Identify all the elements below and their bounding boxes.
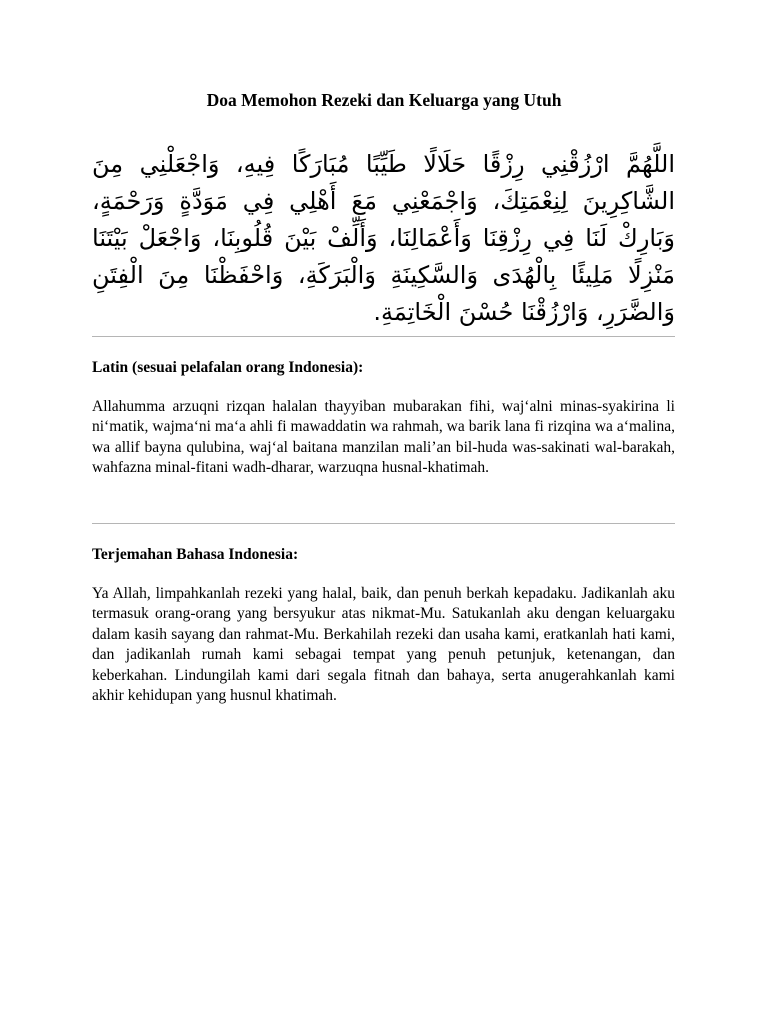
arabic-prayer-text: اللَّهُمَّ ارْزُقْنِي رِزْقًا حَلَالًا طَيِّبًا مُبَارَكًا فِيهِ، وَاجْعَلْنِي مِنَ الشَّاكِرِينَ لِنِعْمَتِكَ، وَاجْمَعْنِي مَعَ أَهْلِي فِي مَوَدَّةٍ وَرَحْمَةٍ، وَبَارِكْ لَنَا فِي رِزْقِنَا وَأَعْمَالِنَا، وَأَلِّفْ بَيْنَ قُلُوبِنَا، وَاجْعَلْ بَيْتَنَا مَنْزِلًا مَلِيئًا بِالْهُدَى وَالسَّكِينَةِ وَالْبَرَكَةِ، وَاحْفَظْنَا مِنَ الْفِتَنِ وَالضَّرَرِ، وَارْزُقْنَا حُسْنَ الْخَاتِمَةِ. — [92, 150, 675, 326]
indonesian-translation: Ya Allah, limpahkanlah rezeki yang halal, baik, dan penuh berkah kepadaku. Jadikanlah aku termasuk orang-orang yang bersyukur atas nikmat-Mu. Satukanlah aku dengan keluargaku dalam kasih sayang dan rahmat-Mu. Berkahilah rezeki dan usaha kami, eratkanlah hati kami, dan jadikanlah rumah kami sebagai tempat yang penuh petunjuk, ketenangan, dan keberkahan. Lindungilah kami dari segala fitnah dan bahaya, serta anugerahkanlah kami akhir kehidupan yang husnul khatimah. — [92, 585, 675, 705]
document-title: Doa Memohon Rezeki dan Keluarga yang Utuh — [206, 90, 562, 110]
section-divider — [92, 523, 675, 524]
section-divider — [92, 336, 675, 337]
latin-transliteration: Allahumma arzuqni rizqan halalan thayyiban mubarakan fihi, waj‘alni minas-syakirina li ni‘matik, wajma‘ni ma‘a ahli fi mawaddatin wa rahmah, wa barik lana fi rizqina wa a‘malina, wa allif bayna qulubina, waj‘al baitana manzilan mali’an bil-huda was-sakinati wal-barakah, wahfazna minal-fitani wadh-dharar, warzuqna husnal-khatimah. — [92, 398, 675, 477]
translation-heading: Terjemahan Bahasa Indonesia: — [92, 546, 299, 563]
latin-heading: Latin (sesuai pelafalan orang Indonesia): — [92, 359, 364, 376]
